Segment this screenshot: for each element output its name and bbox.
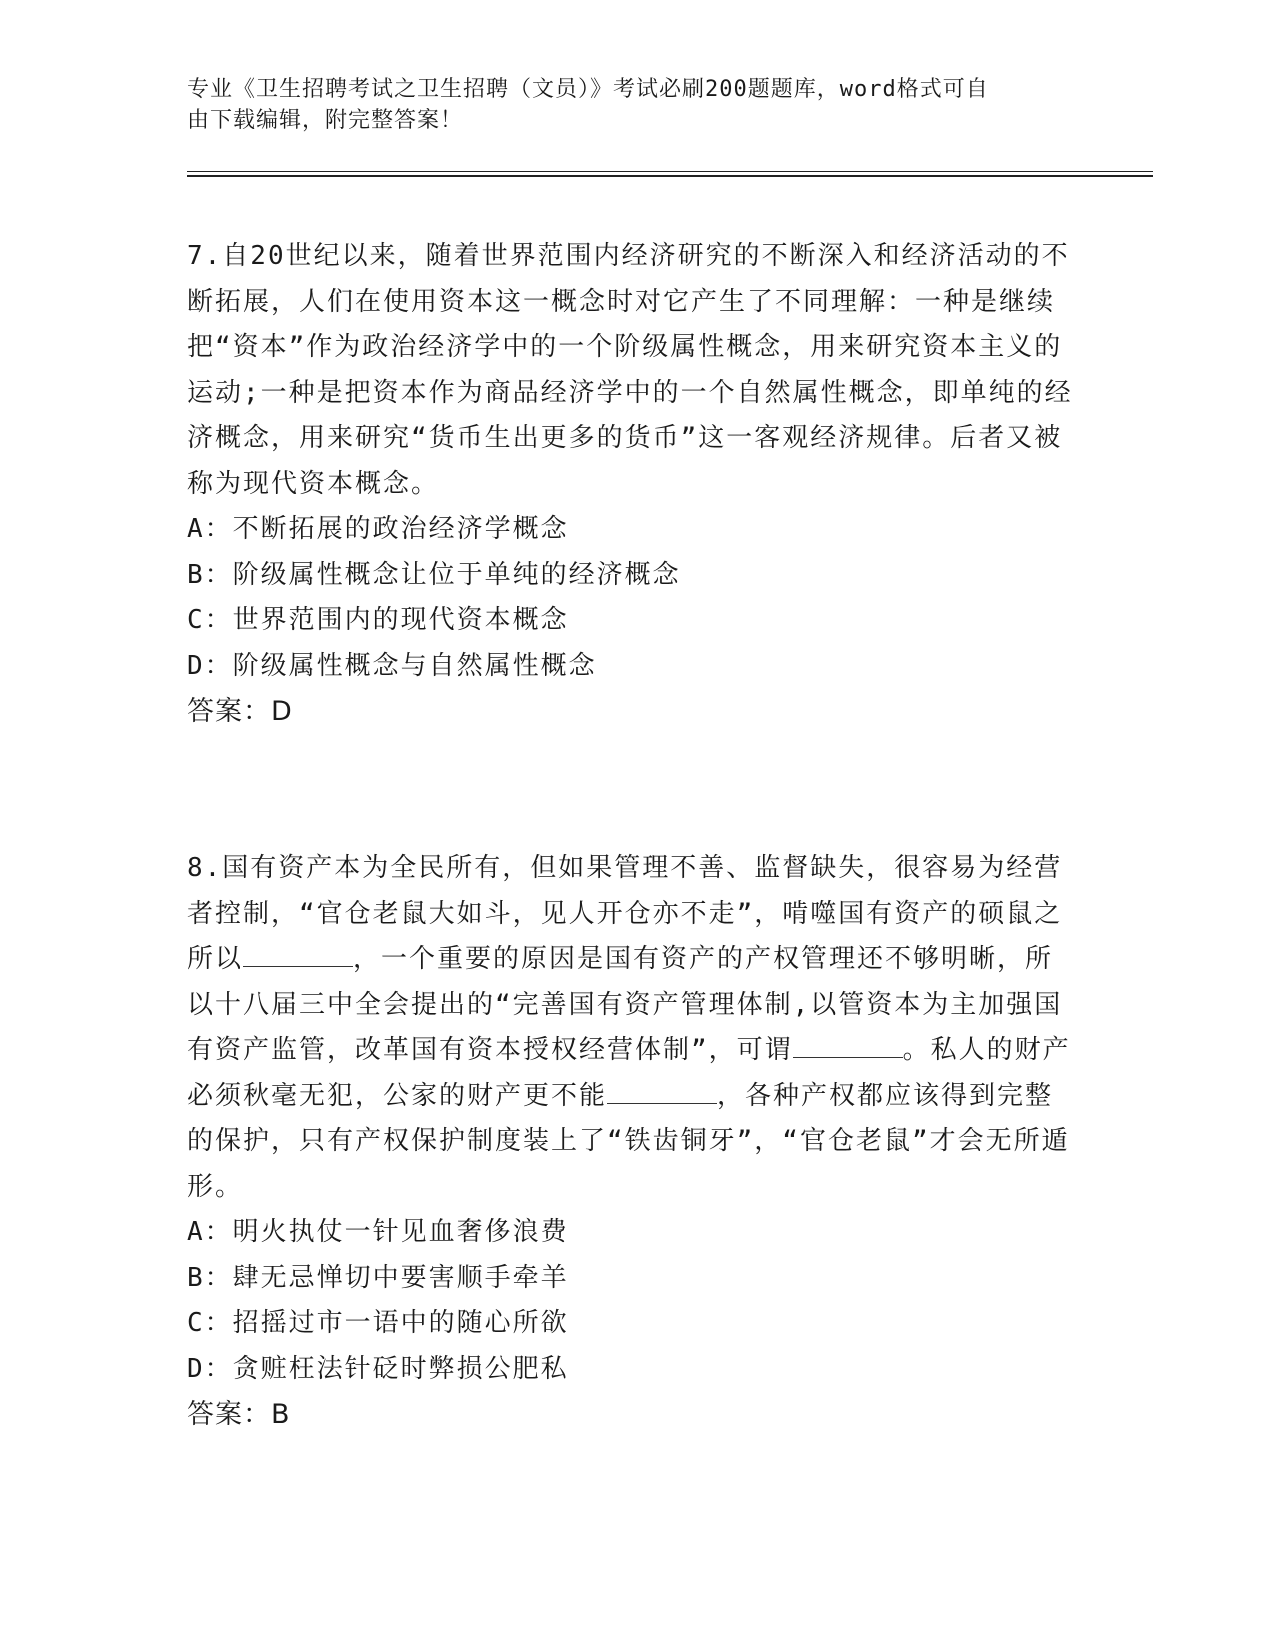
header-divider-bottom xyxy=(187,175,1153,177)
fill-blank-3 xyxy=(607,1083,717,1104)
option-c: C：招摇过市一语中的随心所欲 xyxy=(187,1308,569,1338)
document-header xyxy=(187,74,1087,136)
header-line-1: 专业《卫生招聘考试之卫生招聘（文员）》考试必刷200题题库，word格式可自 xyxy=(187,77,989,102)
stem-part-3: 。私人的财产必须秋毫无犯，公家的财产更不能 xyxy=(187,1035,1071,1111)
question-stem: 7.自20世纪以来，随着世界范围内经济研究的不断深入和经济活动的不断拓展，人们在使用资本这一概念时对它产生了不同理解：一种是继续把“资本”作为政治经济学中的一个阶级属性概念，用来研究资本主义的运动;一种是把资本作为商品经济学中的一个自然属性概念，即单纯的经济概念，用来研究“货币生出更多的货币”这一客观经济规律。后者又被称为现代资本概念。 xyxy=(187,241,1073,499)
option-a: A：不断拓展的政治经济学概念 xyxy=(187,514,569,544)
answer-label: 答案：B xyxy=(187,1399,291,1430)
header-line-2: 由下载编辑，附完整答案！ xyxy=(187,108,464,133)
stem-part-2: ，一个重要的原因是国有资产的产权管理还不够明晰，所以十八届三中全会提出的“完善国有资产管理体制,以管资本为主加强国有资产监管，改革国有资本授权经营体制”，可谓 xyxy=(187,944,1063,1065)
option-b: B：肆无忌惮切中要害顺手牵羊 xyxy=(187,1262,569,1293)
option-a: A：明火执仗一针见血奢侈浪费 xyxy=(187,1217,569,1247)
answer-label: 答案：D xyxy=(187,696,293,727)
header-divider-top xyxy=(187,171,1153,172)
option-b: B：阶级属性概念让位于单纯的经济概念 xyxy=(187,559,681,590)
option-d: D：贪赃枉法针砭时弊损公肥私 xyxy=(187,1353,569,1384)
fill-blank-2 xyxy=(793,1037,903,1058)
option-d: D：阶级属性概念与自然属性概念 xyxy=(187,650,597,681)
option-c: C：世界范围内的现代资本概念 xyxy=(187,605,569,635)
stem-part-4: ，各种产权都应该得到完整的保护，只有产权保护制度装上了“铁齿铜牙”，“官仓老鼠”才会无所遁形。 xyxy=(187,1080,1070,1202)
stem-part-1: 8.国有资产本为全民所有，但如果管理不善、监督缺失，很容易为经营者控制，“官仓老鼠大如斗，见人开仓亦不走”，啃噬国有资产的硕鼠之所以 xyxy=(187,853,1063,974)
question-stem xyxy=(187,846,1077,1210)
question-8 xyxy=(187,846,1077,1438)
fill-blank-1 xyxy=(243,946,353,967)
question-7 xyxy=(187,234,1077,735)
